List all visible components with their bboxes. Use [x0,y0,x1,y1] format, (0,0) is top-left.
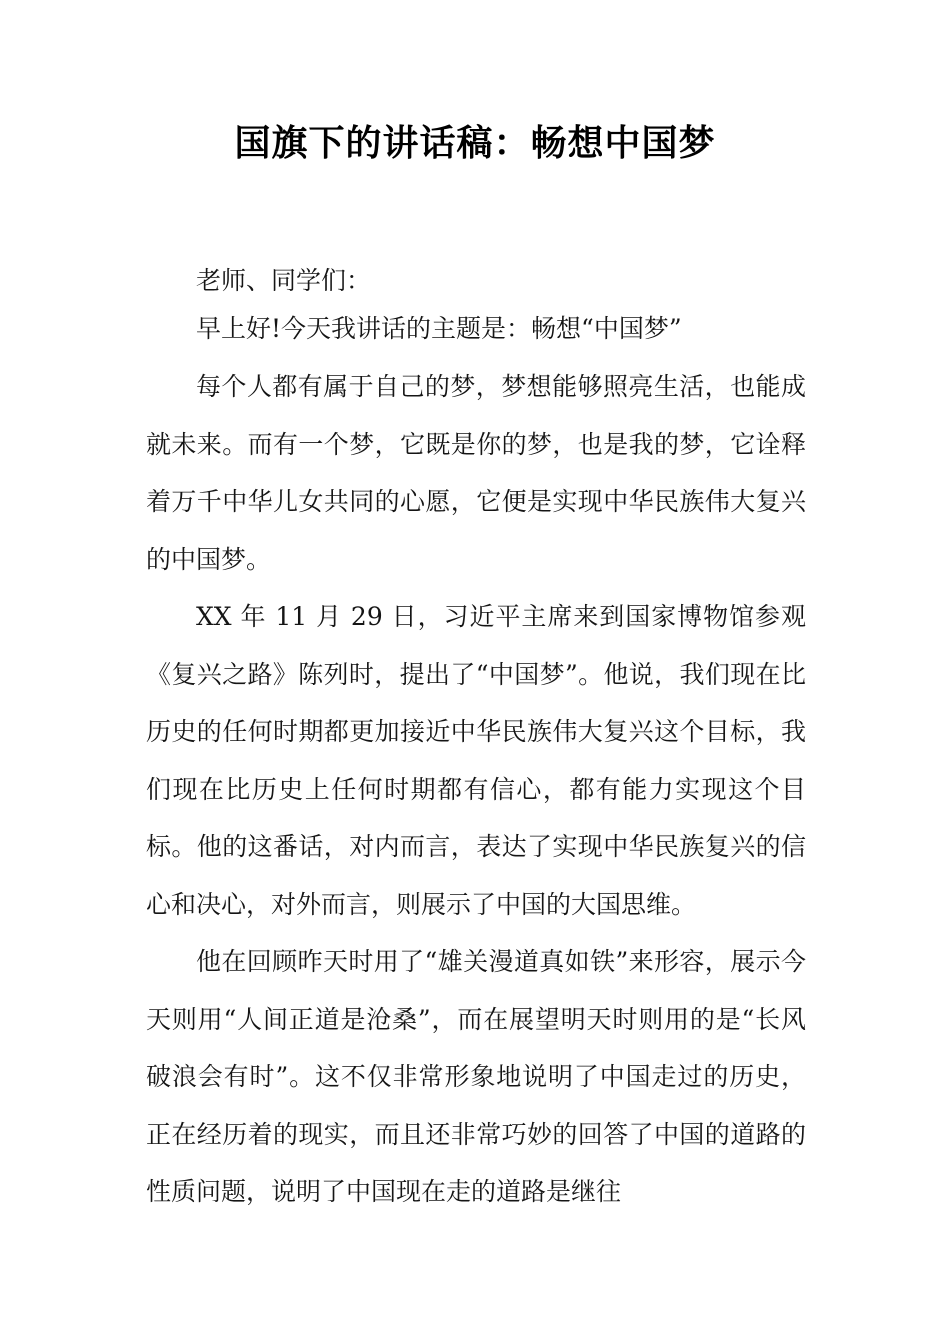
paragraph: 每个人都有属于自己的梦，梦想能够照亮生活，也能成就未来。而有一个梦，它既是你的梦，也是我的梦，它诠释着万千中华儿女共同的心愿，它便是实现中华民族伟大复兴的中国梦。 [146,372,806,574]
paragraph: XX 年 11 月 29 日，习近平主席来到国家博物馆参观《复兴之路》陈列时，提出了“中国梦”。他说，我们现在比历史的任何时期都更加接近中华民族伟大复兴这个目标，我们现在比历史上任何时期都有信心，都有能力实现这个目标。他的这番话，对内而言，表达了实现中华民族复兴的信心和决心，对外而言，则展示了中国的大国思维。 [146,602,806,919]
salutation: 老师、同学们： [196,266,372,295]
paragraph: 他在回顾昨天时用了“雄关漫道真如铁”来形容，展示今天则用“人间正道是沧桑”，而在展望明天时则用的是“长风破浪会有时”。这不仅非常形象地说明了中国走过的历史，正在经历着的现实，而且还非常巧妙的回答了中国的道路的性质问题，说明了中国现在走的道路是继往 [146,947,806,1206]
greeting-line: 早上好!今天我讲话的主题是：畅想“中国梦” [196,314,682,343]
document-body [146,358,806,1221]
document-title: 国旗下的讲话稿：畅想中国梦 [234,123,716,164]
